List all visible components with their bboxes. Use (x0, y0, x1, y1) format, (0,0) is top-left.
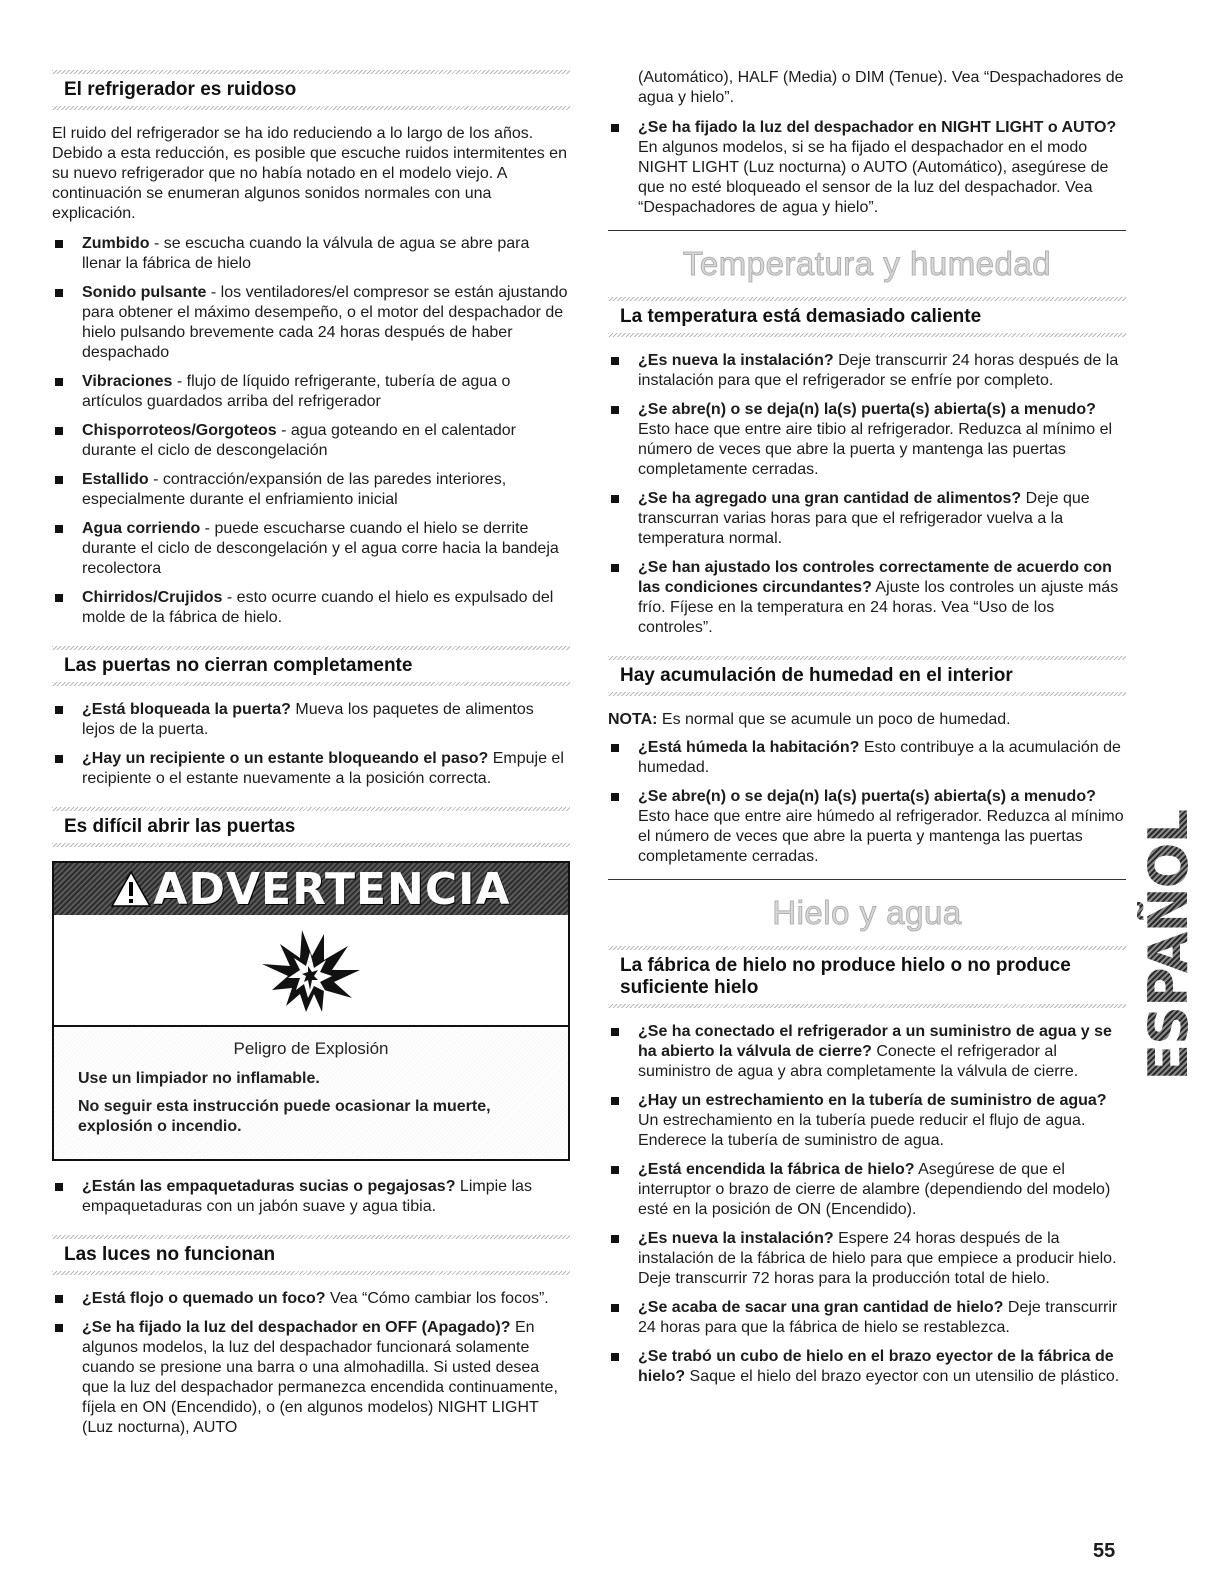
item-question: Sonido pulsante (82, 284, 207, 301)
list-item (608, 1022, 1126, 1082)
item-question: ¿Está encendida la fábrica de hielo? (638, 1161, 915, 1178)
list-item (608, 558, 1126, 638)
language-tab-label: ESPAÑOL (1136, 809, 1200, 1081)
item-text: Conecte el refrigerador al suministro de agua y abra completamente la válvula de cierre. (638, 1043, 1079, 1080)
list-item (52, 283, 570, 363)
list-item (52, 421, 570, 461)
list-item (608, 351, 1126, 391)
item-text: Empuje el recipiente o el estante nuevamente a la posición correcta. (82, 750, 564, 787)
item-text: Deje transcurrir 24 horas para que la fábrica de hielo se restablezca. (638, 1299, 1118, 1336)
item-question: Agua corriendo (82, 520, 201, 537)
section-title: Las puertas no cierran completamente (64, 655, 413, 676)
item-question: ¿Se trabó un cubo de hielo en el brazo eyector de la fábrica de hielo? (638, 1348, 1114, 1385)
item-text: Deje transcurrir 24 horas después de la instalación para que el refrigerador se enfríe por completo. (638, 352, 1119, 389)
list-item (608, 1091, 1126, 1151)
list-item (52, 470, 570, 510)
warning-word: ADVERTENCIA (153, 863, 511, 915)
item-question: Chirridos/Crujidos (82, 589, 223, 606)
item-question: Vibraciones (82, 373, 173, 390)
item-text: - se escucha cuando la válvula de agua se abre para llenar la fábrica de hielo (82, 235, 530, 272)
chapter-heading: Hielo y agua (772, 894, 962, 931)
divider (608, 333, 1126, 337)
list-item (52, 234, 570, 274)
lights-list (52, 1289, 570, 1438)
item-text: Esto hace que entre aire tibio al refrigerador. Reduzca al mínimo el número de veces que abre la puerta y mantenga las puertas completamente cerradas. (638, 421, 1113, 478)
warning-box (52, 861, 570, 1161)
item-question: ¿Se abre(n) o se deja(n) la(s) puerta(s) abierta(s) a menudo? (638, 401, 1096, 418)
item-question: ¿Está bloqueada la puerta? (82, 701, 291, 718)
list-item (608, 1298, 1126, 1338)
item-question: ¿Está flojo o quemado un foco? (82, 1290, 326, 1307)
section-header-doors (52, 646, 570, 686)
list-item (608, 787, 1126, 867)
item-text: Esto contribuye a la acumulación de humedad. (638, 739, 1121, 776)
item-question: ¿Se ha fijado la luz del despachador en OFF (Apagado)? (82, 1319, 511, 1336)
section-title: Es difícil abrir las puertas (64, 816, 296, 837)
item-text: - contracción/expansión de las paredes interiores, especialmente durante el enfriamiento inicial (82, 471, 507, 508)
list-item (52, 588, 570, 628)
divider (52, 106, 570, 110)
list-item (52, 1318, 570, 1438)
note-label: NOTA: (608, 711, 658, 728)
item-text: Ajuste los controles un ajuste más frío. Fíjese en la temperatura en 24 horas. Vea “Uso de los controles”. (638, 579, 1119, 636)
warning-title: Peligro de Explosión (233, 1039, 389, 1058)
item-text: Espere 24 horas después de la instalación de la fábrica de hielo para que empiece a producir hielo. Deje transcurrir 72 horas para la producción total de hielo. (638, 1230, 1117, 1287)
continued-list (608, 118, 1126, 218)
list-item (608, 1347, 1126, 1387)
section-header-lights (52, 1235, 570, 1275)
item-question: Estallido (82, 471, 149, 488)
continued-text: (Automático), HALF (Media) o DIM (Tenue). Vea “Despachadores de agua y hielo”. (638, 69, 1124, 106)
page-number: 55 (1093, 1540, 1116, 1562)
list-item (608, 1229, 1126, 1289)
list-item (52, 700, 570, 740)
item-text: Un estrechamiento en la tubería puede reducir el flujo de agua. Enderece la tubería de suministro de agua. (638, 1112, 1086, 1149)
item-text: Limpie las empaquetaduras con un jabón suave y agua tibia. (82, 1178, 532, 1215)
section-header-noise (52, 70, 570, 110)
section-title: El refrigerador es ruidoso (64, 79, 297, 100)
list-item (608, 738, 1126, 778)
item-question: ¿Se ha fijado la luz del despachador en NIGHT LIGHT o AUTO? (638, 119, 1117, 136)
left-column (52, 68, 570, 1456)
item-question: ¿Se ha conectado el refrigerador a un suministro de agua y se ha abierto la válvula de cierre? (638, 1023, 1112, 1060)
item-question: ¿Se han ajustado los controles correctamente de acuerdo con las condiciones circundantes? (638, 559, 1112, 596)
list-item (52, 749, 570, 789)
list-item (608, 400, 1126, 480)
explosion-pictogram (54, 915, 568, 1027)
section-header-temp (608, 297, 1126, 337)
item-text: - los ventiladores/el compresor se están ajustando para obtener el máximo desempeño, o el motor del despachador de hielo pulsando brevemente cada 24 horas después de haber despachado (82, 284, 568, 361)
list-item (52, 372, 570, 412)
intro-paragraph: El ruido del refrigerador se ha ido reduciendo a lo largo de los años. Debido a esta reducción, es posible que escuche ruidos intermitentes en su nuevo refrigerador que no había notado en el modelo viejo. A continuación se enumeran algunos sonidos normales con una explicación. (52, 125, 567, 222)
item-question: ¿Están las empaquetaduras sucias o pegajosas? (82, 1178, 456, 1195)
list-item (52, 519, 570, 579)
language-tab (1136, 809, 1200, 1081)
right-column (608, 68, 1126, 1405)
item-text: En algunos modelos, la luz del despachador funcionará solamente cuando se presione una barra o una almohadilla. Si usted desea que la luz del despachador permanezca encendida continuamente, fíjela en ON (Encendido), o (en algunos modelos) NIGHT LIGHT (Luz nocturna), AUTO (82, 1319, 558, 1436)
item-text: - esto ocurre cuando el hielo es expulsado del molde de la fábrica de hielo. (82, 589, 554, 626)
note (608, 710, 1126, 730)
chapter-heading: Temperatura y humedad (682, 245, 1052, 282)
list-item (608, 118, 1126, 218)
item-text: - flujo de líquido refrigerante, tubería de agua o artículos guardados arriba del refrigerador (82, 373, 511, 410)
item-question: ¿Es nueva la instalación? (638, 352, 834, 369)
item-text: Esto hace que entre aire húmedo al refrigerador. Reduzca al mínimo el número de veces que abre la puerta y mantenga las puertas completamente cerradas. (638, 808, 1124, 865)
item-question: ¿Se ha agregado una gran cantidad de alimentos? (638, 490, 1022, 507)
item-question: Zumbido (82, 235, 150, 252)
item-text: Saque el hielo del brazo eyector con un utensilio de plástico. (685, 1368, 1120, 1385)
item-question: ¿Es nueva la instalación? (638, 1230, 834, 1247)
noise-list (52, 234, 570, 628)
explosion-icon (256, 924, 366, 1016)
doors-list (52, 700, 570, 789)
item-question: ¿Está húmeda la habitación? (638, 739, 860, 756)
section-title: Las luces no funcionan (64, 1244, 276, 1265)
warning-triangle-icon (111, 871, 151, 907)
list-item (608, 489, 1126, 549)
section-title: La temperatura está demasiado caliente (620, 306, 982, 327)
section-title: La fábrica de hielo no produce hielo o no produce suficiente hielo (620, 955, 1071, 998)
hard-open-list (52, 1177, 570, 1217)
warning-header (54, 863, 568, 915)
item-text: Mueva los paquetes de alimentos lejos de la puerta. (82, 701, 534, 738)
divider (52, 1271, 570, 1275)
humidity-list (608, 738, 1126, 867)
note-text: Es normal que se acumule un poco de humedad. (657, 711, 1011, 728)
warning-line: No seguir esta instrucción puede ocasionar la muerte, explosión o incendio. (78, 1098, 491, 1135)
section-header-hard-open (52, 807, 570, 847)
item-text: - puede escucharse cuando el hielo se derrite durante el ciclo de descongelación y el agua corre hacia la bandeja recolectora (82, 520, 559, 577)
icemaker-list (608, 1022, 1126, 1387)
divider (608, 692, 1126, 696)
item-text: Vea “Cómo cambiar los focos”. (325, 1290, 549, 1307)
temp-list (608, 351, 1126, 638)
item-text: Deje que transcurran varias horas para que el refrigerador vuelva a la temperatura normal. (638, 490, 1090, 547)
section-title: Hay acumulación de humedad en el interior (620, 665, 1013, 686)
item-question: ¿Hay un recipiente o un estante bloqueando el paso? (82, 750, 489, 767)
section-header-icemaker (608, 946, 1126, 1008)
item-question: ¿Se abre(n) o se deja(n) la(s) puerta(s) abierta(s) a menudo? (638, 788, 1096, 805)
item-text: - agua goteando en el calentador durante el ciclo de descongelación (82, 422, 516, 459)
item-question: Chisporroteos/Gorgoteos (82, 422, 277, 439)
list-item (52, 1177, 570, 1217)
list-item (608, 1160, 1126, 1220)
warning-line: Use un limpiador no inflamable. (78, 1070, 320, 1087)
section-header-humidity (608, 656, 1126, 696)
list-item (52, 1289, 570, 1309)
item-question: ¿Hay un estrechamiento en la tubería de suministro de agua? (638, 1092, 1107, 1109)
item-text: Asegúrese de que el interruptor o brazo de cierre de alambre (dependiendo del modelo) esté en la posición de ON (Encendido). (638, 1161, 1111, 1218)
item-text: En algunos modelos, si se ha fijado el despachador en el modo NIGHT LIGHT (Luz nocturna) o AUTO (Automático), asegúrese de que no esté bloqueado el sensor de la luz del despachador. Vea “Despachadores de agua y hielo”. (638, 139, 1109, 216)
divider (52, 843, 570, 847)
divider (608, 1004, 1126, 1008)
divider (52, 682, 570, 686)
item-question: ¿Se acaba de sacar una gran cantidad de hielo? (638, 1299, 1004, 1316)
warning-text (54, 1027, 568, 1159)
